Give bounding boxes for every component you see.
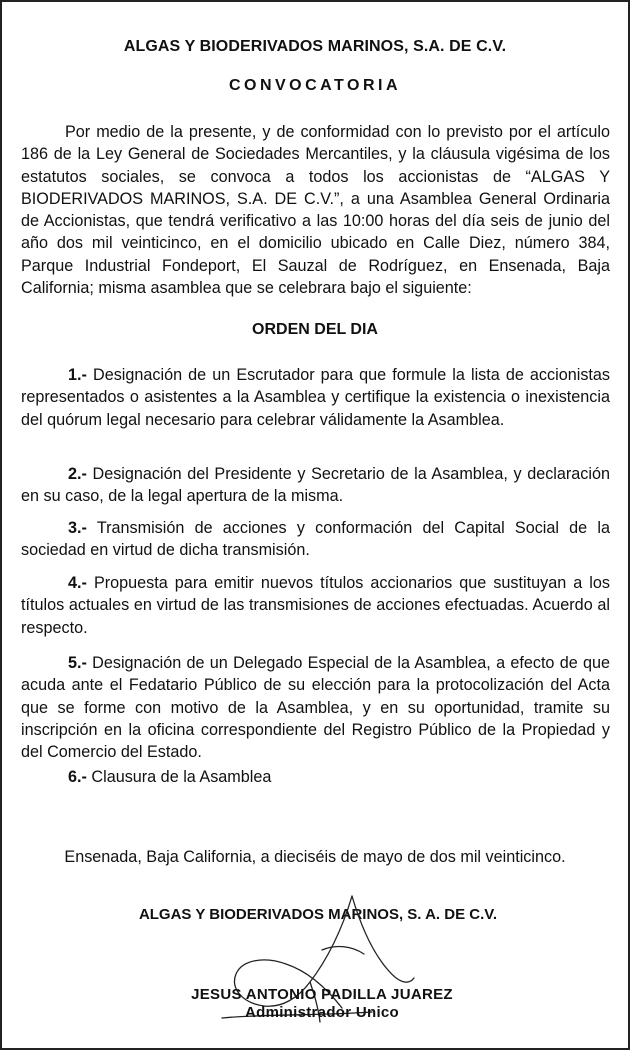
- agenda-item-number: 1.-: [68, 366, 87, 384]
- signatory-role: Administrador Unico: [244, 1004, 400, 1021]
- agenda-item-text: Propuesta para emitir nuevos títulos accionarios que sustituyan a los títulos actuales en virtud de las transmisiones de acciones efectuadas. Acuerdo al respecto.: [21, 574, 611, 637]
- agenda-item-number: 5.-: [68, 654, 87, 672]
- agenda-item-5: [21, 652, 610, 763]
- agenda-item-text: Designación de un Escrutador para que formule la lista de accionistas representados o asistentes a la Asamblea y certifique la existencia o inexistencia del quórum legal necesario para celebrar válidamente la Asamblea.: [21, 366, 611, 429]
- agenda-item-number: 6.-: [68, 768, 87, 786]
- agenda-item-3: [21, 517, 610, 562]
- agenda-item-number: 3.-: [68, 519, 87, 537]
- agenda-item-text: Clausura de la Asamblea: [91, 768, 272, 786]
- agenda-item-text: Designación del Presidente y Secretario de la Asamblea, y declaración en su caso, de la legal apertura de la misma.: [21, 465, 610, 506]
- intro-paragraph: Por medio de la presente, y de conformidad con lo previsto por el artículo 186 de la Ley General de Sociedades Mercantiles, y la cláusula vigésima de los estatutos sociales, se convoca a todos los accionistas de “ALGAS Y BIODERIVADOS MARINOS, S.A. DE C.V.”, a una Asamblea General Ordinaria de Accionistas, que tendrá verificativo a las 10:00 horas del día seis de junio del año dos mil veinticinco, en el domicilio ubicado en Calle Diez, número 384, Parque Industrial Fondeport, El Sauzal de Rodríguez, en Ensenada, Baja California; misma asamblea que se celebrara bajo el siguiente:: [21, 123, 610, 298]
- agenda-item-2: [21, 463, 610, 508]
- agenda-item-text: Designación de un Delegado Especial de la Asamblea, a efecto de que acuda ante el Fedatario Público de su elección para la protocolización del Acta que se forme con motivo de la Asamblea, y en su oportunidad, tramite su inscripción en la oficina correspondiente del Registro Público de la Propiedad y del Comercio del Estado.: [21, 654, 610, 762]
- agenda-item-1: [21, 364, 610, 431]
- agenda-item-text: Transmisión de acciones y conformación del Capital Social de la sociedad en virtud de dicha transmisión.: [21, 519, 610, 560]
- company-name-header: ALGAS Y BIODERIVADOS MARINOS, S.A. DE C.V.: [123, 38, 507, 55]
- agenda-item-6: [21, 766, 610, 788]
- place-and-date: Ensenada, Baja California, a dieciséis de mayo de dos mil veinticinco.: [64, 848, 566, 866]
- document-title: CONVOCATORIA: [228, 77, 402, 94]
- signature-company: ALGAS Y BIODERIVADOS MARINOS, S. A. DE C.V.: [138, 906, 498, 923]
- agenda-item-number: 2.-: [68, 465, 87, 483]
- agenda-title: ORDEN DEL DIA: [252, 321, 378, 338]
- agenda-item-number: 4.-: [68, 574, 87, 592]
- signatory-name: JESUS ANTONIO PADILLA JUAREZ: [191, 986, 453, 1003]
- agenda-item-4: [21, 572, 610, 639]
